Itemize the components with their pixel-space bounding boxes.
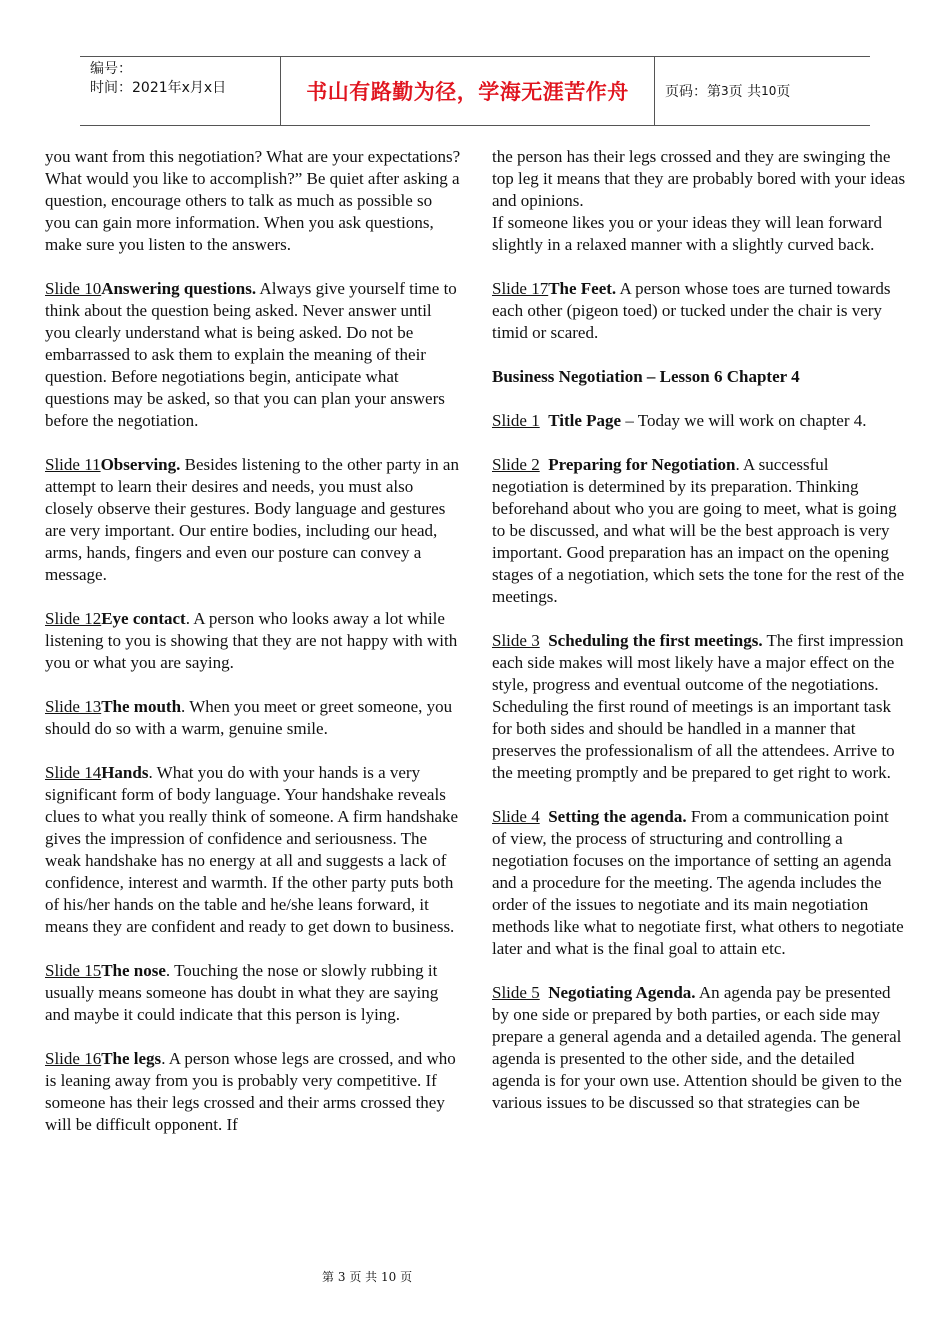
- paragraph: [492, 366, 906, 388]
- paragraph-title: Answering questions.: [101, 279, 257, 298]
- paragraph-title: Negotiating Agenda.: [548, 983, 696, 1002]
- paragraph-text: An agenda pay be presented by one side or prepared by both parties, or each side may prepare a general agenda and a detailed agenda. The general agenda is presented to the other side, and the detailed agenda is for your own use. Attention should be given to the various issues to be discussed so that strategies can be: [492, 983, 902, 1112]
- paragraph: [45, 1048, 461, 1136]
- document-number-label: 编号：: [90, 61, 132, 77]
- slide-label: Slide 11: [45, 455, 101, 474]
- slide-label: Slide 12: [45, 609, 102, 628]
- paragraph-text: . Touching the nose or slowly rubbing it usually means someone has doubt in what they are saying and maybe it could indicate that this person is lying.: [45, 961, 439, 1024]
- paragraph: [45, 696, 461, 740]
- paragraph-title: Business Negotiation – Lesson 6 Chapter 4: [492, 367, 800, 386]
- slide-label: Slide 5: [492, 983, 540, 1002]
- paragraph-text: . A person who looks away a lot while listening to you is showing that they are not happy with with you or what you are saying.: [45, 609, 458, 672]
- paragraph: [45, 278, 461, 432]
- paragraph: [45, 762, 461, 938]
- document-time-label: 时间：2021年x月x日: [90, 80, 227, 96]
- page-header: [80, 56, 870, 126]
- slide-label: Slide 2: [492, 455, 540, 474]
- paragraph: [45, 960, 461, 1026]
- slide-label: Slide 16: [45, 1049, 102, 1068]
- paragraph-title: The nose: [101, 961, 166, 980]
- paragraph: [492, 146, 906, 256]
- footer-middle: 页 共: [349, 1270, 378, 1284]
- footer-page-current: 3: [337, 1270, 346, 1284]
- paragraph-title: Scheduling the first meetings.: [548, 631, 763, 650]
- paragraph: [45, 146, 461, 256]
- paragraph-title: Title Page: [548, 411, 622, 430]
- paragraph-title: Preparing for Negotiation: [548, 455, 736, 474]
- slide-label: Slide 10: [45, 279, 102, 298]
- paragraph-text: – Today we will work on chapter 4.: [621, 411, 867, 430]
- paragraph: [492, 630, 906, 784]
- paragraph-text: the person has their legs crossed and they are swinging the top leg it means that they are probably bored with your ideas and opinions. If someone likes you or your ideas they will lean forward slightly in a relaxed manner with a slightly curved back.: [492, 147, 906, 254]
- slide-label: Slide 17: [492, 279, 549, 298]
- header-page-middle: 页 共: [728, 84, 762, 100]
- paragraph-title: The Feet.: [548, 279, 617, 298]
- right-column: [492, 146, 906, 1114]
- header-page-current: 3: [721, 84, 729, 98]
- paragraph-text: you want from this negotiation? What are your expectations? What would you like to accomplish?” Be quiet after asking a question, encourage others to talk as much as possible so you can gain more information. When you ask questions, make sure you listen to the answers.: [45, 147, 461, 254]
- paragraph: [492, 278, 906, 344]
- paragraph-title: Observing.: [100, 455, 181, 474]
- slide-label: Slide 3: [492, 631, 540, 650]
- paragraph-text: . When you meet or greet someone, you should do so with a warm, genuine smile.: [45, 697, 453, 738]
- slide-label: Slide 1: [492, 411, 540, 430]
- left-column: [45, 146, 461, 1136]
- paragraph-text: From a communication point of view, the process of structuring and controlling a negotiation focuses on the importance of setting an agenda and a procedure for the meeting. The agenda includes the order of the issues to negotiate and its main negotiation methods like what to negotiate first, what others to negotiate later and what is the final goal to attain etc.: [492, 807, 904, 958]
- paragraph-title: Hands: [101, 763, 149, 782]
- slide-label: Slide 15: [45, 961, 102, 980]
- footer-prefix: 第: [322, 1270, 335, 1284]
- paragraph-title: The mouth: [101, 697, 182, 716]
- header-motto: 书山有路勤为径，学海无涯苦作舟: [281, 57, 655, 125]
- header-page-info: [655, 57, 870, 125]
- paragraph-title: Setting the agenda.: [548, 807, 687, 826]
- paragraph: [492, 454, 906, 608]
- slide-label: Slide 14: [45, 763, 102, 782]
- paragraph: [45, 608, 461, 674]
- paragraph-title: Eye contact: [101, 609, 186, 628]
- header-page-prefix: 页码：第: [665, 84, 721, 100]
- paragraph-title: The legs: [101, 1049, 162, 1068]
- page-footer: [322, 1268, 950, 1285]
- paragraph: [492, 410, 906, 432]
- paragraph: [45, 454, 461, 586]
- paragraph-text: Always give yourself time to think about the question being asked. Never answer until you clearly understand what is being asked. Do not be embarrassed to ask them to explain the meaning of their question. Before negotiations begin, anticipate what questions may be asked, so that you can plan your answers before the negotiation.: [45, 279, 457, 430]
- paragraph-text: . A person whose legs are crossed, and who is leaning away from you is probably very competitive. If someone has their legs crossed and their arms crossed they will be difficult opponent. If: [45, 1049, 456, 1134]
- paragraph-text: Besides listening to the other party in an attempt to learn their desires and needs, you must also closely observe their gestures. Body language and gestures are very important. Our entire bodies, including our head, arms, hands, fingers and even our posture can convey a message.: [45, 455, 459, 584]
- paragraph-text: . What you do with your hands is a very significant form of body language. Your handshake reveals clues to what you really think of someone. A firm handshake gives the impression of confidence and seriousness. The weak handshake has no energy at all and suggests a lack of confidence, interest and warmth. If the other party puts both of his/her hands on the table and he/she leans forward, it means they are confident and ready to get down to business.: [45, 763, 459, 936]
- header-page-suffix: 页: [776, 84, 791, 100]
- paragraph-text: . A successful negotiation is determined by its preparation. Thinking beforehand about who you are going to meet, what is going to be discussed, and what will be the best approach is very important. Good preparation has an impact on the opening stages of a negotiation, which sets the tone for the rest of the meetings.: [492, 455, 905, 606]
- paragraph-text: The first impression each side makes will most likely have a major effect on the style, progress and eventual outcome of the negotiations. Scheduling the first round of meetings is an important task for both sides and should be handled in a manner that preserves the professionalism of all the attendees. Arrive to the meeting promptly and be prepared to get right to work.: [492, 631, 904, 782]
- header-info: [80, 57, 281, 125]
- slide-label: Slide 13: [45, 697, 102, 716]
- paragraph: [492, 806, 906, 960]
- slide-label: Slide 4: [492, 807, 540, 826]
- header-page-total: 10: [761, 84, 777, 98]
- paragraph: [492, 982, 906, 1114]
- footer-suffix: 页: [400, 1270, 413, 1284]
- paragraph-text: A person whose toes are turned towards each other (pigeon toed) or tucked under the chair is very timid or scared.: [492, 279, 891, 342]
- footer-page-total: 10: [380, 1270, 397, 1284]
